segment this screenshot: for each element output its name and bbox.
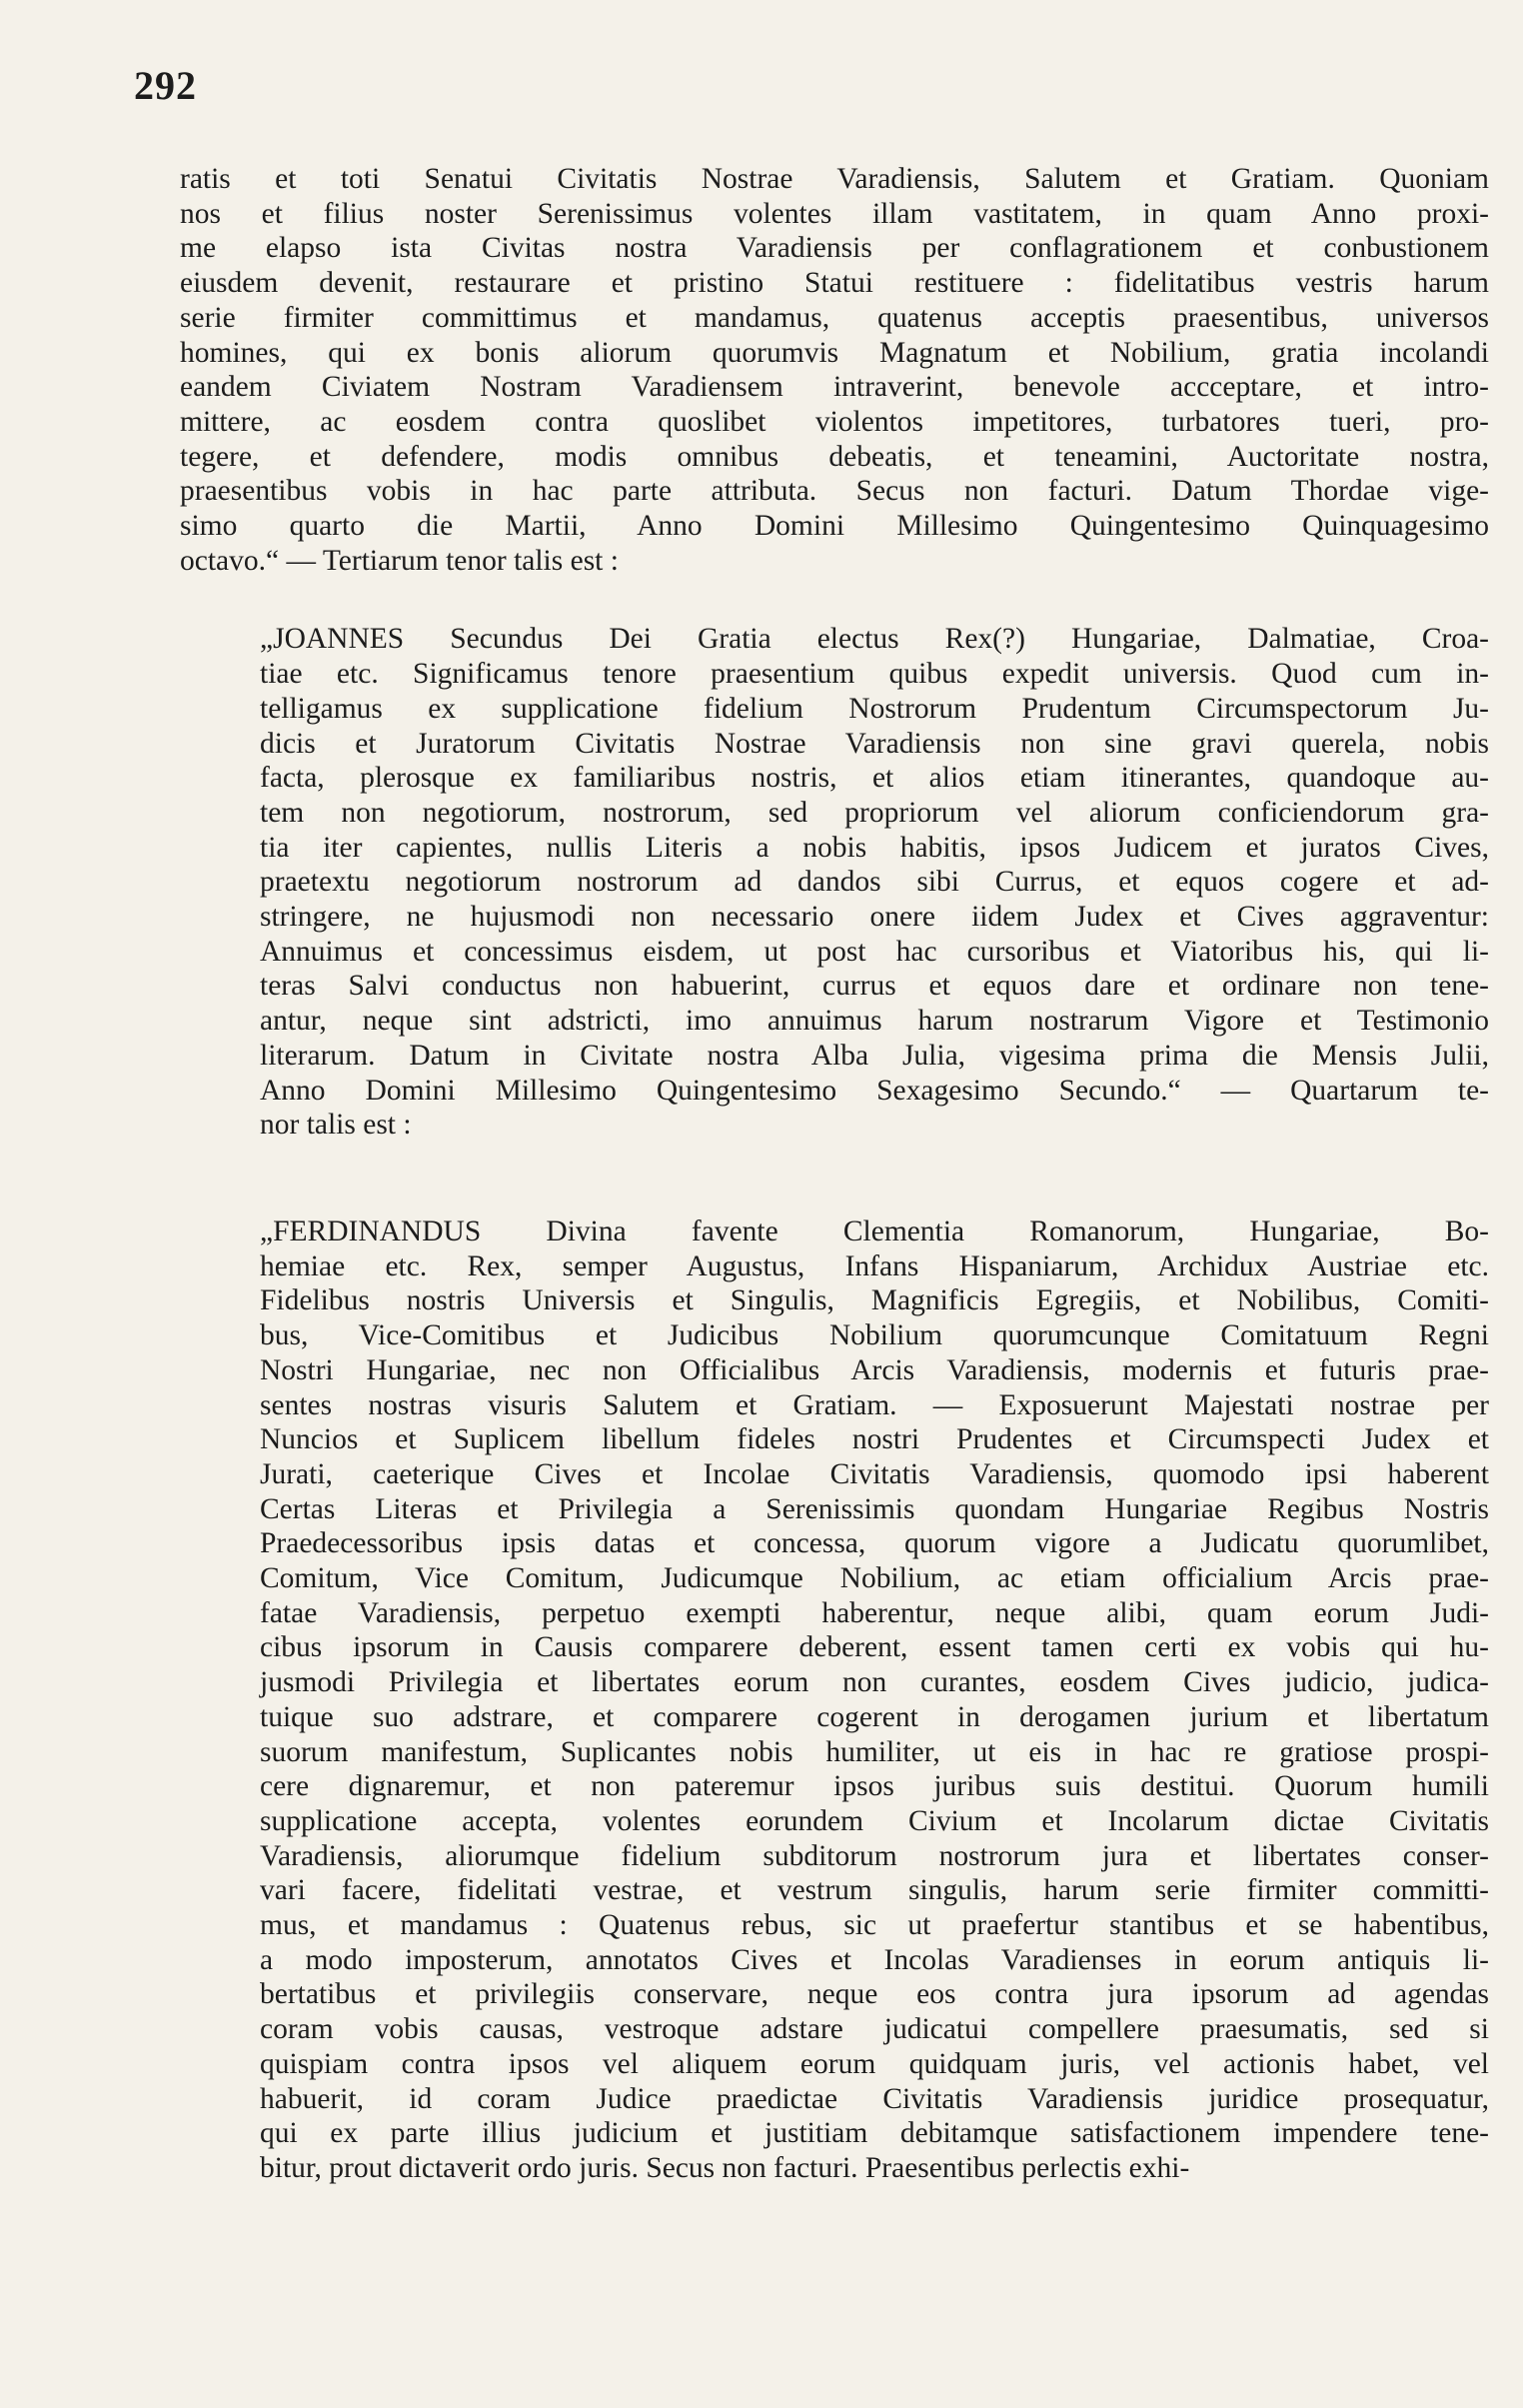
paragraph-1 bbox=[180, 162, 1489, 578]
text-line: cibus ipsorum in Causis comparere deberent, essent tamen certi ex vobis qui hu- bbox=[260, 1631, 1489, 1664]
text-line: eiusdem devenit, restaurare et pristino Statui restituere : fidelitatibus vestris harum bbox=[180, 267, 1489, 300]
text-line: teras Salvi conductus non habuerint, currus et equos dare et ordinare non tene- bbox=[260, 970, 1489, 1003]
paragraph-2 bbox=[180, 622, 1489, 1143]
text-line: fatae Varadiensis, perpetuo exempti haberentur, neque alibi, quam eorum Judi- bbox=[260, 1596, 1489, 1629]
text-line: stringere, ne hujusmodi non necessario onere iidem Judex et Cives aggraventur: bbox=[260, 901, 1489, 934]
paragraph-3 bbox=[180, 1214, 1489, 2186]
text-line: me elapso ista Civitas nostra Varadiensis per conflagrationem et conbustionem bbox=[180, 232, 1489, 265]
text-line: literarum. Datum in Civitate nostra Alba Julia, vigesima prima die Mensis Julii, bbox=[260, 1039, 1489, 1072]
text-line: antur, neque sint adstricti, imo annuimus harum nostrarum Vigore et Testimonio bbox=[260, 1005, 1489, 1038]
text-line: nos et filius noster Serenissimus volentes illam vastitatem, in quam Anno proxi- bbox=[180, 197, 1489, 230]
text-line: Comitum, Vice Comitum, Judicumque Nobilium, ac etiam officialium Arcis prae- bbox=[260, 1562, 1489, 1595]
text-line: dicis et Juratorum Civitatis Nostrae Varadiensis non sine gravi querela, nobis bbox=[260, 727, 1489, 760]
text-line: nor talis est : bbox=[260, 1109, 412, 1142]
text-line: telligamus ex supplicatione fidelium Nostrorum Prudentum Circumspectorum Ju- bbox=[260, 692, 1489, 725]
text-line: homines, qui ex bonis aliorum quorumvis Magnatum et Nobilium, gratia incolandi bbox=[180, 336, 1489, 369]
text-line: ratis et toti Senatui Civitatis Nostrae Varadiensis, Salutem et Gratiam. Quoniam bbox=[180, 163, 1489, 195]
text-line: coram vobis causas, vestroque adstare judicatui compellere praesumatis, sed si bbox=[260, 2013, 1489, 2046]
text-line: eandem Civiatem Nostram Varadiensem intraverint, benevole accceptare, et intro- bbox=[180, 371, 1489, 404]
text-column bbox=[180, 162, 1489, 2186]
text-line: praesentibus vobis in hac parte attributa. Secus non facturi. Datum Thordae vige- bbox=[180, 475, 1489, 508]
text-line: Certas Literas et Privilegia a Serenissimis quondam Hungariae Regibus Nostris bbox=[260, 1492, 1489, 1525]
text-line: tem non negotiorum, nostrorum, sed propriorum vel aliorum conficiendorum gra- bbox=[260, 796, 1489, 829]
text-line: „JOANNES Secundus Dei Gratia electus Rex(?) Hungariae, Dalmatiae, Croa- bbox=[260, 623, 1489, 656]
text-line: bertatibus et privilegiis conservare, neque eos contra jura ipsorum ad agendas bbox=[260, 1978, 1489, 2011]
text-line: Nuncios et Suplicem libellum fideles nostri Prudentes et Circumspecti Judex et bbox=[260, 1423, 1489, 1456]
text-line: tuique suo adstrare, et comparere cogerent in derogamen jurium et libertatum bbox=[260, 1700, 1489, 1733]
page-number: 292 bbox=[134, 63, 197, 108]
text-line: habuerit, id coram Judice praedictae Civitatis Varadiensis juridice prosequatur, bbox=[260, 2082, 1489, 2115]
text-line: „FERDINANDUS Divina favente Clementia Romanorum, Hungariae, Bo- bbox=[260, 1214, 1489, 1247]
text-line: tia iter capientes, nullis Literis a nobis habitis, ipsos Judicem et juratos Cives, bbox=[260, 831, 1489, 864]
text-line: bus, Vice-Comitibus et Judicibus Nobilium quorumcunque Comitatuum Regni bbox=[260, 1319, 1489, 1352]
text-line: Varadiensis, aliorumque fidelium subditorum nostrorum jura et libertates conser- bbox=[260, 1839, 1489, 1872]
text-line: qui ex parte illius judicium et justitiam debitamque satisfactionem impendere tene- bbox=[260, 2117, 1489, 2150]
text-line: quispiam contra ipsos vel aliquem eorum quidquam juris, vel actionis habet, vel bbox=[260, 2047, 1489, 2080]
text-line: tegere, et defendere, modis omnibus debeatis, et teneamini, Auctoritate nostra, bbox=[180, 440, 1489, 473]
text-line: sentes nostras visuris Salutem et Gratiam. — Exposuerunt Majestati nostrae per bbox=[260, 1388, 1489, 1421]
text-line: Jurati, caeterique Cives et Incolae Civitatis Varadiensis, quomodo ipsi haberent bbox=[260, 1457, 1489, 1490]
text-line: Anno Domini Millesimo Quingentesimo Sexagesimo Secundo.“ — Quartarum te- bbox=[260, 1074, 1489, 1107]
text-line: simo quarto die Martii, Anno Domini Millesimo Quingentesimo Quinquagesimo bbox=[180, 510, 1489, 543]
text-line: vari facere, fidelitati vestrae, et vestrum singulis, harum serie firmiter committi- bbox=[260, 1874, 1489, 1907]
text-line: octavo.“ — Tertiarum tenor talis est : bbox=[180, 544, 619, 577]
text-line: serie firmiter committimus et mandamus, quatenus acceptis praesentibus, universos bbox=[180, 301, 1489, 334]
text-line: bitur, prout dictaverit ordo juris. Secus non facturi. Praesentibus perlectis exhi- bbox=[260, 2151, 1190, 2184]
text-line: Praedecessoribus ipsis datas et concessa, quorum vigore a Judicatu quorumlibet, bbox=[260, 1527, 1489, 1560]
text-line: praetextu negotiorum nostrorum ad dandos sibi Currus, et equos cogere et ad- bbox=[260, 866, 1489, 899]
text-line: mus, et mandamus : Quatenus rebus, sic ut praefertur stantibus et se habentibus, bbox=[260, 1909, 1489, 1942]
text-line: Nostri Hungariae, nec non Officialibus Arcis Varadiensis, modernis et futuris prae- bbox=[260, 1353, 1489, 1386]
text-line: Fidelibus nostris Universis et Singulis, Magnificis Egregiis, et Nobilibus, Comiti- bbox=[260, 1284, 1489, 1317]
text-line: cere dignaremur, et non pateremur ipsos juribus suis destitui. Quorum humili bbox=[260, 1770, 1489, 1803]
text-line: mittere, ac eosdem contra quoslibet violentos impetitores, turbatores tueri, pro- bbox=[180, 405, 1489, 438]
text-line: hemiae etc. Rex, semper Augustus, Infans Hispaniarum, Archidux Austriae etc. bbox=[260, 1249, 1489, 1282]
text-line: Annuimus et concessimus eisdem, ut post hac cursoribus et Viatoribus his, qui li- bbox=[260, 935, 1489, 968]
text-line: tiae etc. Significamus tenore praesentium quibus expedit universis. Quod cum in- bbox=[260, 658, 1489, 691]
text-line: a modo imposterum, annotatos Cives et Incolas Varadienses in eorum antiquis li- bbox=[260, 1943, 1489, 1976]
text-line: facta, plerosque ex familiaribus nostris, et alios etiam itinerantes, quandoque au- bbox=[260, 762, 1489, 795]
text-line: suorum manifestum, Suplicantes nobis humiliter, ut eis in hac re gratiose prospi- bbox=[260, 1735, 1489, 1768]
text-line: jusmodi Privilegia et libertates eorum non curantes, eosdem Cives judicio, judica- bbox=[260, 1666, 1489, 1699]
text-line: supplicatione accepta, volentes eorundem Civium et Incolarum dictae Civitatis bbox=[260, 1804, 1489, 1837]
